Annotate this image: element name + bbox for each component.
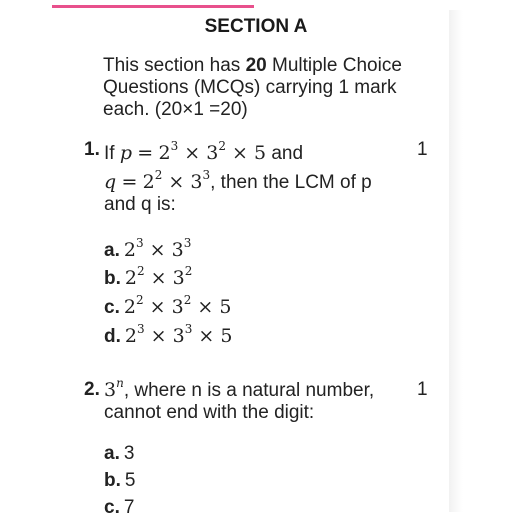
option-value: 3: [123, 443, 135, 464]
q1-text-end: and q is:: [104, 194, 176, 215]
power-exponent: 2: [154, 168, 163, 182]
option-d[interactable]: [104, 322, 232, 350]
times-operator: ×: [144, 267, 173, 289]
question-marks: 1: [417, 139, 428, 160]
power-exponent: 3: [135, 236, 144, 250]
option-label: d.: [104, 326, 121, 347]
page-edge-shadow: [449, 10, 463, 512]
intro-question-count: 20: [245, 55, 267, 76]
power-base: 2: [123, 239, 136, 261]
option-expression: [124, 322, 233, 347]
option-a[interactable]: [104, 440, 134, 468]
section-title: SECTION A: [204, 16, 308, 37]
q1-text-tail: , then the LCM of p: [210, 172, 372, 193]
option-expression: [123, 236, 192, 261]
power-exponent: 3: [183, 236, 192, 250]
question-text: [104, 139, 424, 216]
times-operator: ×: [144, 325, 173, 347]
q1-p-expression: [158, 139, 267, 164]
option-expression: [123, 293, 232, 318]
header-accent-line: [52, 5, 254, 8]
question-number: 2.: [84, 379, 100, 400]
question-marks: 1: [417, 379, 428, 400]
times-operator: ×: [178, 142, 207, 164]
section-intro: [103, 55, 433, 121]
q2-text-line1: , where n is a natural number,: [123, 380, 375, 401]
power-exponent: 3: [136, 322, 145, 336]
option-label: a.: [104, 443, 120, 464]
question-number: 1.: [84, 139, 100, 160]
power-exponent: 2: [218, 139, 226, 153]
q1-var-p: p: [119, 142, 133, 164]
power-base: 5: [220, 325, 233, 347]
option-label: b.: [104, 268, 121, 289]
q2-base: 3: [104, 379, 117, 401]
option-c[interactable]: [104, 494, 134, 522]
power-base: 3: [190, 171, 203, 193]
option-label: b.: [104, 470, 121, 491]
power-base: 2: [123, 296, 136, 318]
times-operator: ×: [225, 142, 254, 164]
power-base: 2: [158, 142, 171, 164]
q1-var-q: q: [104, 171, 117, 193]
power-exponent: 3: [170, 139, 179, 153]
power-base: 3: [171, 239, 184, 261]
power-base: 3: [172, 325, 185, 347]
power-base: 5: [253, 142, 267, 164]
power-base: 2: [124, 267, 137, 289]
power-exponent: 2: [184, 264, 193, 278]
option-c[interactable]: [104, 293, 231, 321]
option-label: c.: [104, 497, 120, 518]
q1-word-and: and: [271, 143, 304, 164]
option-value: 5: [124, 470, 136, 491]
option-a[interactable]: [104, 236, 191, 264]
power-exponent: 3: [202, 168, 211, 182]
intro-text-end: Multiple Choice Questions (MCQs) carrying 1 mark each. (20×1 =20): [103, 55, 402, 120]
q2-text-line2: cannot end with the digit:: [104, 402, 315, 423]
intro-text-start: This section has: [103, 55, 246, 76]
q1-q-expression: [142, 168, 211, 193]
power-exponent: 2: [136, 264, 145, 278]
power-base: 3: [206, 142, 219, 164]
times-operator: ×: [143, 239, 172, 261]
times-operator: ×: [143, 296, 172, 318]
option-expression: [124, 264, 193, 289]
option-value: 7: [123, 497, 135, 518]
option-label: c.: [104, 297, 120, 318]
q1-word-if: If: [104, 143, 115, 164]
power-exponent: 2: [183, 293, 192, 307]
option-b[interactable]: [104, 467, 135, 495]
option-b[interactable]: [104, 264, 192, 292]
power-base: 2: [142, 171, 155, 193]
q1-equals: =: [137, 142, 154, 164]
power-base: 5: [219, 296, 232, 318]
power-base: 2: [124, 325, 137, 347]
q1-equals: =: [121, 171, 138, 193]
times-operator: ×: [162, 171, 191, 193]
question-text: [104, 376, 424, 424]
power-base: 3: [172, 267, 185, 289]
power-base: 3: [171, 296, 184, 318]
power-exponent: 2: [135, 293, 144, 307]
option-label: a.: [104, 240, 120, 261]
power-exponent: 3: [184, 322, 193, 336]
times-operator: ×: [191, 296, 220, 318]
q2-exponent: n: [116, 376, 124, 390]
times-operator: ×: [192, 325, 221, 347]
